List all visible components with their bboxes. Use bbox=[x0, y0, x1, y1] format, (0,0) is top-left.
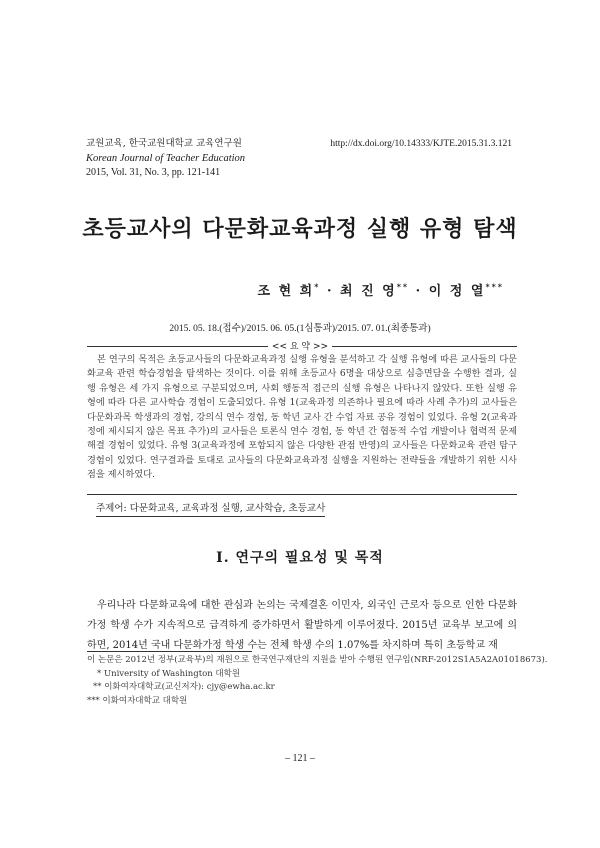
author-1-mark: * bbox=[314, 281, 321, 292]
paper-title: 초등교사의 다문화교육과정 실행 유형 탐색 bbox=[82, 216, 518, 242]
author-2-mark: ** bbox=[396, 281, 410, 292]
body-paragraph: 우리나라 다문화교육에 대한 관심과 논의는 국제결혼 이민자, 외국인 근로자 등으로 인한 다문화가정 학생 수가 지속적으로 급격하게 증가하면서 활발하게 이루어졌다. 2015년 교육부 보고에 의하면, 2014년 국내 다문화가정 학생 수는 전체 학생 수의 1.07%를 차지하며 특히 초등학교 재 bbox=[87, 600, 517, 651]
author-list bbox=[258, 280, 504, 299]
page-number: – 121 – bbox=[285, 753, 315, 764]
footnote-rule bbox=[87, 651, 252, 652]
author-2: 최 진 영 bbox=[340, 284, 397, 299]
abstract-text: 본 연구의 목적은 초등교사들의 다문화교육과정 실행 유형을 분석하고 각 실행 유형에 따른 교사들의 다문화교육 관련 학습경험을 탐색하는 것이다. 이를 위해 초등교사 6명을 대상으로 심층면담을 수행한 결과, 실행 유형은 세 가지 유형으로 구분되었으며, 사회 행동적 접근의 실행 유형은 나타나지 않았다. 또한 실행 유형에 따라 다른 교사학습 경험이 도출되었다. 유형 1(교육과정 의존하나 필요에 따라 사례 추가)의 교사들은 다문화과목 학생과의 경험, 강의식 연수 경험, 동 학년 교사 간 수업 자료 공유 경험이 있었다. 유형 2(교육과정에 제시되지 않은 목표 추가)의 교사들은 토론식 연수 경험, 동 학년 간 협동적 수업 개발이나 협력적 문제해결 경험이 있었다. 유형 3(교육과정에 포함되지 않은 다양한 관점 반영)의 교사들은 다문화교육 관련 탐구 경험이 있었다. 연구결과를 토대로 교사들의 다문화교육과정 실행을 지원하는 전략들을 개발하기 위한 시사점을 제시하였다. bbox=[87, 354, 517, 481]
footnote-author-3: *** 이화여자대학교 대학원 bbox=[87, 695, 188, 706]
journal-name: Korean Journal of Teacher Education bbox=[86, 152, 246, 164]
author-3-mark: *** bbox=[485, 281, 504, 292]
volume-info: 2015, Vol. 31, No. 3, pp. 121-141 bbox=[86, 167, 221, 178]
submission-dates: 2015. 05. 18.(접수)/2015. 06. 05.(1심통과)/2015. 07. 01.(최종통과) bbox=[169, 324, 431, 334]
keywords-text: 주제어: 다문화교육, 교육과정 실행, 교사학습, 초등교사 bbox=[96, 503, 325, 517]
author-1: 조 현 희 bbox=[257, 284, 315, 299]
abstract-heading-text: << 요 약 >> bbox=[268, 342, 332, 352]
author-3: 이 정 열 bbox=[428, 284, 486, 299]
keywords bbox=[96, 500, 325, 514]
publisher-line: 교원교육, 한국교원대학교 교육연구원 bbox=[86, 138, 242, 149]
section-heading: Ⅰ. 연구의 필요성 및 목적 bbox=[216, 550, 384, 566]
abstract-bottom-rule bbox=[87, 494, 517, 495]
doi-link[interactable]: http://dx.doi.org/10.14333/KJTE.2015.31.3.121 bbox=[330, 139, 512, 149]
footnote-funding: 이 논문은 2012년 정부(교육부)의 재원으로 한국연구재단의 지원을 받아 수행된 연구임(NRF-2012S1A5A2A01018673). bbox=[87, 655, 548, 665]
author-separator: · bbox=[409, 284, 429, 299]
abstract-heading bbox=[0, 339, 600, 352]
footnotes bbox=[87, 654, 547, 708]
footnote-author-1: * University of Washington 대학원 bbox=[97, 668, 241, 679]
author-separator: · bbox=[320, 284, 341, 299]
journal-header bbox=[86, 137, 245, 181]
footnote-author-2: ** 이화여자대학교(교신저자): cjy@ewha.ac.kr bbox=[93, 682, 275, 693]
